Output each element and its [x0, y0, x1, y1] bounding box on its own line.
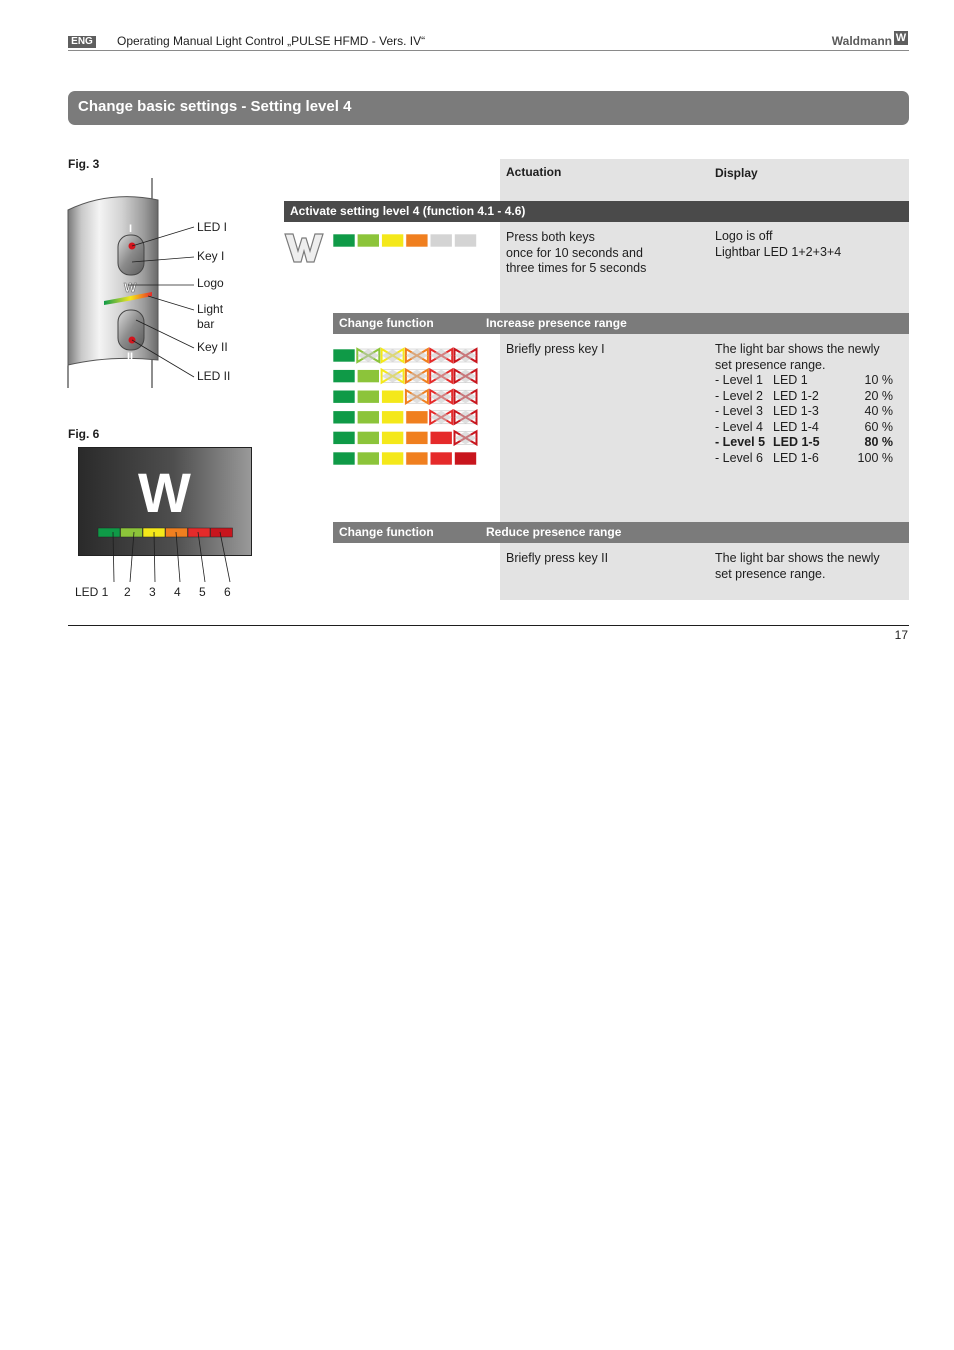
reduce-bar-left: Change function [339, 525, 434, 539]
level-leds: LED 1-2 [773, 388, 819, 403]
sequence-led [333, 370, 355, 383]
reduce-actuation: Briefly press key II [506, 551, 609, 565]
level-row [715, 420, 893, 436]
level-name: - Level 6 [715, 450, 763, 465]
fig6-label: Fig. 6 [68, 427, 100, 441]
level-leds: LED 1-6 [773, 450, 819, 465]
fig6-led-label-3: 3 [149, 585, 156, 599]
sequence-led [333, 452, 355, 465]
sequence-led [382, 431, 404, 444]
level-row [715, 389, 893, 405]
lightbar-led-5 [430, 234, 452, 247]
sequence-led [382, 452, 404, 465]
lightbar-led-1 [333, 234, 355, 247]
increase-function-bar [333, 313, 909, 334]
sequence-led [406, 411, 428, 424]
brand-logo-icon: W [895, 32, 907, 44]
sequence-led [333, 390, 355, 403]
lightbar-led-3 [382, 234, 404, 247]
activate-level-bar: Activate setting level 4 (function 4.1 - 4.6) [284, 201, 909, 222]
brand-name: Waldmann [831, 34, 892, 48]
callout-logo: Logo [197, 276, 224, 290]
level-name: - Level 4 [715, 419, 763, 434]
front-panel-illustration [74, 446, 254, 586]
col-header-display: Display [715, 166, 758, 180]
level-row [715, 435, 893, 451]
level-percent: 100 % [857, 450, 893, 465]
level-name: - Level 2 [715, 388, 763, 403]
reduce-function-bar [333, 522, 909, 543]
level-leds: LED 1-5 [773, 435, 820, 449]
lightbar-led-4 [406, 234, 428, 247]
sequence-led [406, 452, 428, 465]
callout-led-i: LED I [197, 220, 228, 234]
fig6-led-label-2: 2 [124, 585, 131, 599]
sequence-led [430, 431, 452, 444]
increase-display: The light bar shows the newly set presence range. - Level 1 LED 1 10 % - Level 2 LED 1-2 20 % - Level 3 LED 1-3 40 % - Level 4 LED 1-4 60 % - Level 5 LED 1-5 80 % - Level 6 LED 1-6 100 % [715, 342, 893, 465]
control-unit-illustration [60, 170, 200, 392]
sequence-led [382, 390, 404, 403]
panel-led-5 [188, 528, 210, 537]
sequence-led [357, 390, 379, 403]
level-name: - Level 5 [715, 435, 766, 449]
level-percent: 40 % [864, 404, 893, 418]
callout-light: Light [197, 302, 224, 316]
panel-led-2 [121, 528, 143, 537]
level-percent: 10 % [864, 373, 893, 387]
sequence-led [357, 452, 379, 465]
sequence-led [333, 349, 355, 362]
reduce-display: The light bar shows the newly set presence range. [715, 551, 880, 581]
panel-led-1 [98, 528, 120, 537]
activate-display: Logo is off Lightbar LED 1+2+3+4 [715, 229, 842, 259]
level-list [715, 373, 895, 466]
sequence-led [357, 411, 379, 424]
document-title: Operating Manual Light Control „PULSE HFMD - Vers. IV“ [117, 34, 426, 48]
sequence-led [357, 370, 379, 383]
sequence-led [382, 411, 404, 424]
footer-rule [68, 625, 909, 626]
activate-actuation: Press both keys once for 10 seconds and three times for 5 seconds [506, 230, 647, 275]
fig6-led-label-5: 5 [199, 585, 206, 599]
key-i-mark: I [129, 223, 133, 235]
level-leds: LED 1-3 [773, 404, 819, 418]
fig3-label: Fig. 3 [68, 157, 100, 171]
language-badge: ENG [68, 36, 96, 48]
level-row [715, 373, 893, 389]
increase-actuation: Briefly press key I [506, 342, 605, 356]
level-leds: LED 1-4 [773, 419, 819, 434]
callout-key-i: Key I [197, 249, 225, 263]
level-percent: 20 % [864, 388, 893, 403]
sequence-led [333, 411, 355, 424]
col-header-actuation: Actuation [506, 165, 562, 179]
callout-bar: bar [197, 317, 215, 331]
key-ii-mark: II [127, 351, 134, 363]
reduce-bar-right: Reduce presence range [486, 525, 622, 539]
sequence-led [430, 452, 452, 465]
page-number: 17 [894, 628, 908, 642]
logo-outline-icon [282, 231, 326, 265]
activate-lightbar [332, 233, 478, 249]
panel-logo: W [138, 461, 191, 524]
level-percent: 60 % [864, 419, 893, 434]
lightbar-led-2 [357, 234, 379, 247]
sequence-led [357, 431, 379, 444]
level-row [715, 404, 893, 420]
level-leds: LED 1 [773, 373, 808, 387]
increase-bar-left: Change function [339, 316, 434, 330]
fig6-led-label-6: 6 [224, 585, 231, 599]
fig6-led-label-4: 4 [174, 585, 181, 599]
increase-bar-right: Increase presence range [486, 316, 627, 330]
lightbar-led-6 [455, 234, 477, 247]
unit-logo: W [124, 280, 137, 295]
sequence-led [455, 452, 477, 465]
callout-led-ii: LED II [197, 369, 231, 383]
panel-led-strip [98, 528, 233, 537]
fig6-led-label-1: LED 1 [75, 585, 109, 599]
callout-key-ii: Key II [197, 340, 228, 354]
level-row [715, 451, 893, 467]
increase-lightbar-sequence [332, 347, 478, 467]
sequence-led [333, 431, 355, 444]
level-name: - Level 1 [715, 373, 763, 387]
header-rule [68, 50, 909, 51]
sequence-led [406, 431, 428, 444]
level-percent: 80 % [864, 435, 893, 449]
level-name: - Level 3 [715, 404, 763, 418]
panel-led-6 [211, 528, 233, 537]
section-title: Change basic settings - Setting level 4 [68, 91, 909, 125]
